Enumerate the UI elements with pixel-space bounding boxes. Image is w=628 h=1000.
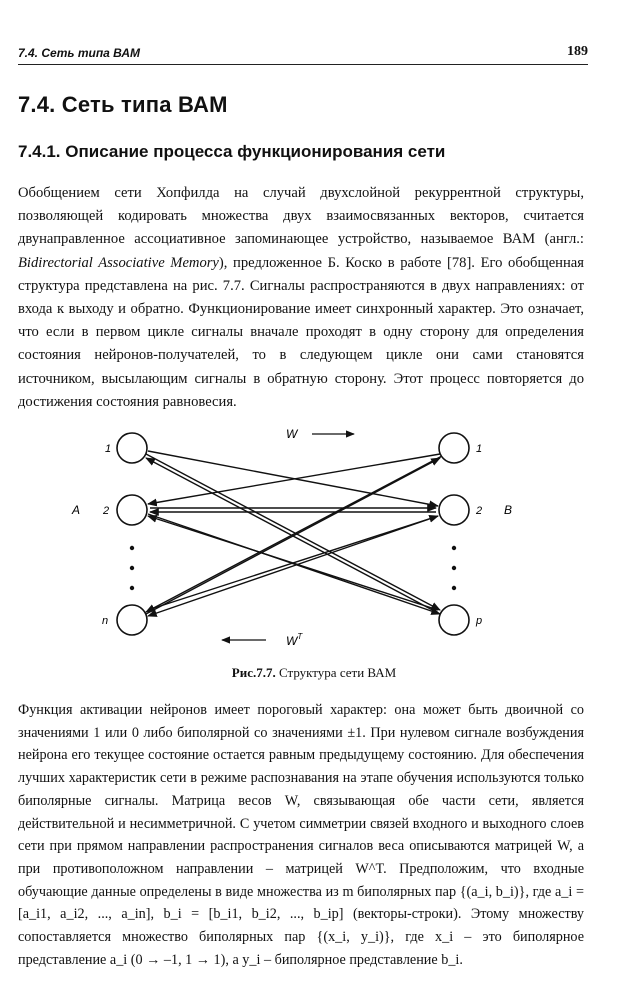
subsection-heading: 7.4.1. Описание процесса функционирования сети (18, 142, 446, 161)
neuron-b1 (439, 433, 469, 463)
label-left-2: 2 (103, 505, 110, 517)
neuron-bp (439, 605, 469, 635)
group-label-a: A (72, 503, 81, 517)
running-head (18, 44, 588, 65)
link-2b-to-na (148, 516, 438, 616)
link-1-to-p (146, 454, 440, 610)
bam-network-diagram (60, 418, 530, 663)
page-number: 189 (567, 44, 588, 59)
neuron-a1 (117, 433, 147, 463)
paragraph-intro (18, 182, 584, 414)
neuron-a2 (117, 495, 147, 525)
label-left-n: n (102, 615, 109, 627)
caption-number: Рис.7.7. (231, 665, 276, 680)
label-left-1: 1 (105, 443, 112, 455)
label-right-1: 1 (476, 443, 483, 455)
paragraph-activation: Функция активации нейронов имеет пороговый характер: она может быть двоичной со значениями 1 или 0 либо биполярной со значениями ±1. При нулевом сигнале возбуждения нейрона его текущее состояние остается равным предыдущему состоянию. Для обеспечения лучших характеристик сети в режиме распознавания на этапе обучения используются только биполярные сигналы. Матрица весов W, связывающая обе части сети, является действительной и несимметричной. С учетом симметрии связей входного и выходного слоев сети при прямом направлении распространения сигналов веса описываются матрицей W, а при противоположном направлении – матрицей W^T. Предположим, что входные обучающие данные определены в виде множества из m биполярных пар {(a_i, b_i)}, где a_i = [a_i1, a_i2, ..., a_in], b_i = [b_i1, b_i2, ..., b_ip] (векторы-строки). Этому множеству сопоставляется множество биполярных пар {(x_i, y_i)}, где x_i – это биполярное представление a_i (0 → –1, 1 → 1), а y_i – биполярное представление b_i. (18, 702, 584, 968)
ellipsis-dots (130, 546, 456, 590)
label-right-2: 2 (476, 505, 483, 517)
section-heading: 7.4. Сеть типа ВАМ (18, 92, 228, 117)
paragraph-intro-part1: Обобщением сети Хопфилда на случай двухслойной рекуррентной структуры, позволяющей кодировать множества двух взаимосвязанных векторов, считается двунаправленное ассоциативное запоминающее устройство, называемое ВАМ (англ.: (18, 185, 584, 248)
group-label-b: B (504, 503, 513, 517)
running-head-section: 7.4. Сеть типа ВАМ (18, 46, 141, 60)
weight-label-w: W (286, 427, 298, 441)
figure-caption (0, 665, 628, 681)
caption-text: Структура сети ВАМ (275, 665, 397, 680)
weight-label-wt: $W^T$ (286, 632, 303, 648)
label-right-p: p (476, 615, 483, 627)
paragraph-intro-italic: Bidirectorial Associative Memory (18, 254, 219, 271)
neuron-an (117, 605, 147, 635)
paragraph-intro-part2: ), предложенное Б. Коско в работе [78]. Его обобщенная структура представлена на рис. 7.7. Сигналы распространяются в двух направлениях: от входа к выходу и обратно. Функционирование имеет синхронный характер. Это означает, что если в первом цикле сигналы вначале проходят в одну сторону для определения состояния нейронов-получателей, то в следующем цикле они сами становятся источником, высылающим сигналы в обратную сторону. Этот процесс повторяется до достижения состояния равновесия. (18, 254, 584, 410)
neuron-b2 (439, 495, 469, 525)
connection-lines (146, 451, 442, 616)
